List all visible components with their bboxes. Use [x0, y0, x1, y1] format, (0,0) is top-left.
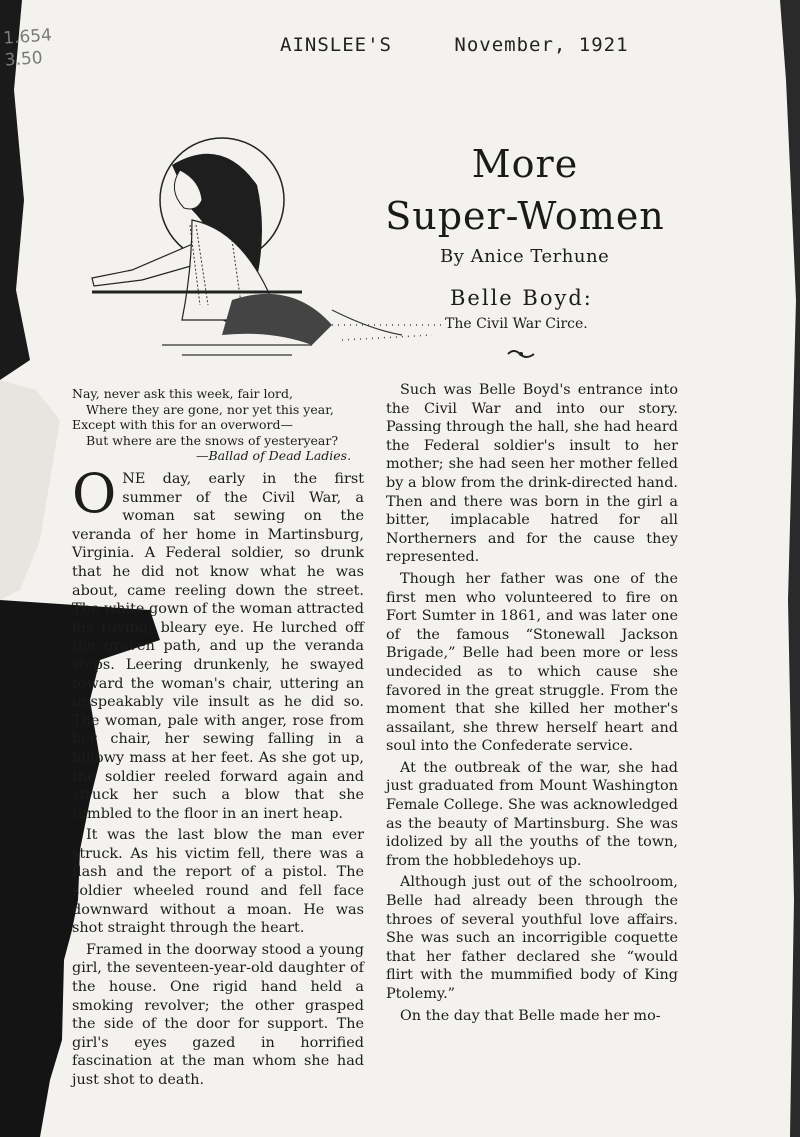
poem-line: Where they are gone, nor yet this year,: [86, 401, 334, 417]
issue-date: November, 1921: [454, 34, 629, 56]
paragraph: At the outbreak of the war, she had just graduated from Mount Washington Female College. She was acknowledged as the beauty of Martinsburg. She was idolized by all the youths of the town, from the hobbledehoys up.: [386, 759, 678, 869]
title-line-1: More: [471, 142, 579, 186]
handwritten-catalog-note: [3, 24, 55, 71]
text-column-left: [72, 462, 364, 1093]
epigraph-poem: [72, 386, 372, 464]
paragraph: Though her father was one of the first men who volunteered to fire on Fort Sumter in 1861, and was later one of the famous “Stonewall Jackson Brigade,” Belle had been more or less undecided as to which cause she favored in the great struggle. From the moment that she killed her mother's assailant, she threw herself heart and soul into the Confederate service.: [386, 570, 678, 755]
poem-credit: —Ballad of Dead Ladies.: [196, 448, 352, 463]
paragraph-text: NE day, early in the first summer of the Civil War, a woman sat sewing on the veranda of her home in Martinsburg, Virginia. A Federal soldier, so drunk that he did not know what he was about, came reeling down the street. The white gown of the woman attracted his roving, bleary eye. He lurched off the graven path, and up the veranda steps. Leering drunkenly, he swayed toward the woman's chair, uttering an unspeakably vile insult as he did so. The woman, pale with anger, rose from her chair, her sewing falling in a billowy mass at her feet. As she got up, the soldier reeled forward again and struck her such a blow that she tumbled to the floor in an inert heap.: [72, 471, 364, 822]
torn-edge-right: [780, 0, 800, 1137]
paragraph: It was the last blow the man ever struck. As his victim fell, there was a flash and the report of a pistol. The soldier wheeled round and fell face downward without a moan. He was shot straight through the heart.: [72, 827, 364, 937]
article-title: [360, 138, 690, 242]
paragraph: Although just out of the schoolroom, Belle had already been through the throes of several youthful love affairs. She was such an incorrigible coquette that her father declared she “would flirt with the mummified body of King Ptolemy.”: [386, 874, 678, 1002]
paragraph: Such was Belle Boyd's entrance into the Civil War and into our story. Passing through the hall, she had heard the Federal soldier's insult to her mother; she had seen her mother felled by a blow from the drink-directed hand. Then and there was born in the girl a bitter, implacable hatred for all Northerners and for the cause they represented.: [386, 382, 678, 566]
ornament-icon: [506, 348, 536, 360]
title-line-2: Super-Women: [385, 194, 665, 238]
handwritten-note-line: 1.654: [2, 25, 53, 49]
paragraph: On the day that Belle made her mo-: [400, 1007, 661, 1024]
poem-line: Except with this for an overword—: [72, 417, 294, 432]
magazine-name: AINSLEE'S: [280, 34, 392, 56]
subject-heading: Belle Boyd:: [450, 286, 593, 310]
drapery: [222, 294, 332, 345]
dotted-trail: [332, 325, 442, 340]
running-header: [280, 34, 629, 56]
paragraph: Framed in the doorway stood a young girl, the seventeen-year-old daughter of the house. One rigid hand held a smoking revolver; the other grasped the side of the door for support. The girl's eyes gazed in horrified fascination at the man whom she had just shot to death.: [72, 941, 364, 1088]
poem-line: Nay, never ask this week, fair lord,: [72, 386, 293, 401]
subject-subtitle: The Civil War Circe.: [445, 316, 588, 332]
text-column-right: [386, 381, 678, 1028]
handwritten-note-line: 3.50: [4, 48, 44, 71]
drop-cap: O: [72, 462, 117, 525]
author-byline: By Anice Terhune: [440, 246, 610, 267]
paragraph: [72, 462, 364, 823]
poem-line: But where are the snows of yesteryear?: [86, 432, 339, 448]
torn-edge-mid: [0, 380, 60, 600]
